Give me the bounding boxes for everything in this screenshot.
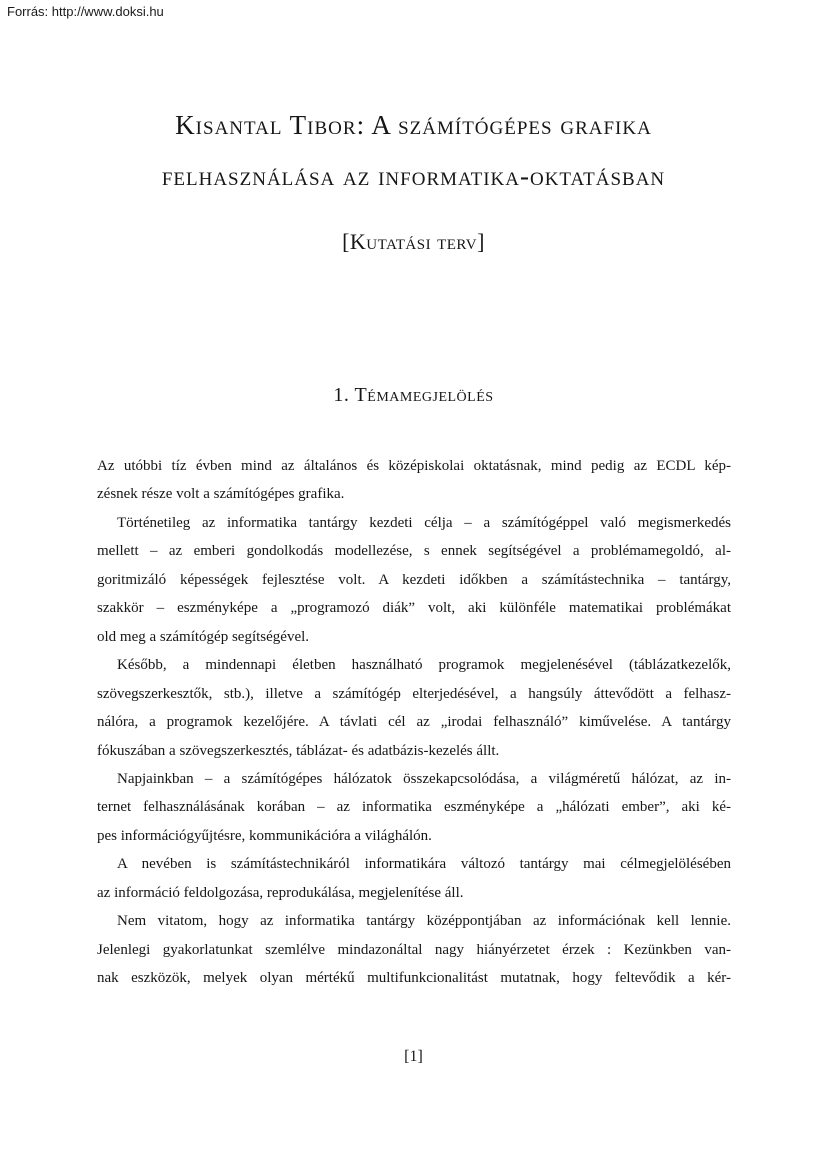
paragraph-line: az információ feldolgozása, reprodukálása, megjelenítése áll.	[97, 884, 464, 901]
paragraph-line: Később, a mindennapi életben használható programok megjelenésével (táblázatkezelők,	[117, 657, 731, 674]
document-subtitle: [Kutatási terv]	[342, 229, 485, 254]
paragraph-line: fókuszában a szövegszerkesztés, táblázat- és adatbázis-kezelés állt.	[97, 742, 500, 759]
paragraph-line: A nevében is számítástechnikáról informatikára változó tantárgy mai célmegjelölésében	[117, 856, 731, 873]
paragraph-line: mellett – az emberi gondolkodás modellezése, s ennek segítségével a problémamegoldó, al-	[97, 543, 731, 560]
source-note: Forrás: http://www.doksi.hu	[7, 4, 164, 19]
paragraph-line: Az utóbbi tíz évben mind az általános és középiskolai oktatásnak, mind pedig az ECDL kép-	[97, 458, 731, 474]
paragraph-line: Napjainkban – a számítógépes hálózatok összekapcsolódása, a világméretű hálózat, az in-	[117, 770, 731, 787]
paragraph-line: Nem vitatom, hogy az informatika tantárgy középpontjában az információnak kell lennie.	[117, 913, 731, 930]
section-heading: 1. Témamegjelölés	[333, 384, 494, 406]
paragraph-line: nak eszközök, melyek olyan mértékű multifunkcionalitást mutatnak, hogy feltevődik a kér-	[97, 970, 731, 987]
paragraph-line: zésnek része volt a számítógépes grafika.	[97, 486, 345, 503]
paragraph-line: szakkör – eszményképe a „programozó diák” volt, aki különféle matematikai problémákat	[97, 600, 731, 617]
paragraph-line: nálóra, a programok kezelőjére. A távlati cél az „irodai felhasználó” kiművelése. A tantárgy	[97, 714, 731, 731]
document-title-line2: felhasználása az informatika-oktatásban	[161, 161, 666, 191]
paragraph-line: pes információgyűjtésre, kommunikációra a világhálón.	[97, 827, 432, 844]
paragraph-line: goritmizáló képességek fejlesztése volt. A kezdeti időkben a számítástechnika – tantárgy,	[97, 571, 731, 588]
paragraph-line: ternet felhasználásának korában – az informatika eszményképe a „hálózati ember”, aki ké-	[97, 799, 731, 816]
paragraph-line: Történetileg az informatika tantárgy kezdeti célja – a számítógéppel való megismerkedés	[117, 514, 731, 531]
paragraph-line: Jelenlegi gyakorlatunkat szemlélve mindazonáltal nagy hiányérzetet érzek : Kezünkben van-	[97, 941, 731, 958]
document-title-line1: Kisantal Tibor: A számítógépes grafika	[175, 110, 652, 140]
paragraph-line: szövegszerkesztők, stb.), illetve a számítógép elterjedésével, a hangsúly áttevődött a felhasz-	[97, 685, 731, 702]
paragraph-line: old meg a számítógép segítségével.	[97, 628, 310, 645]
page-number: [1]	[404, 1048, 423, 1065]
body-paragraphs	[97, 452, 731, 993]
